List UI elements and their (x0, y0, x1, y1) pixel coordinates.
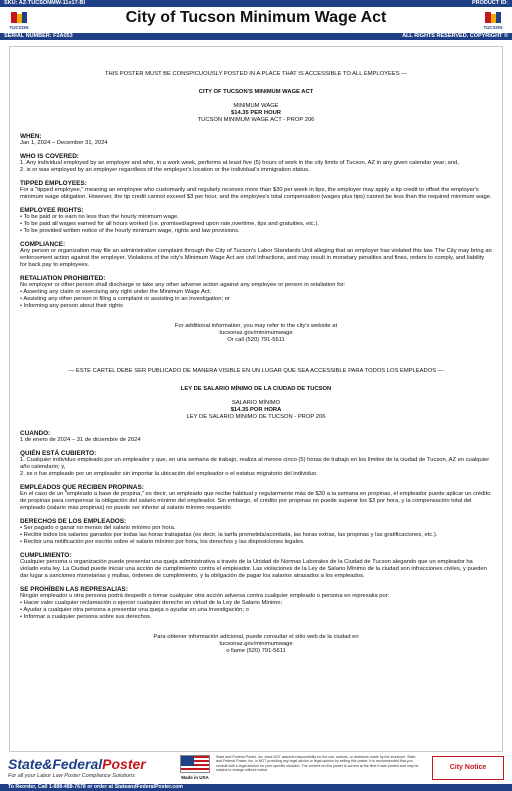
contact-line-es: Para obtener información adicional, puede consultar el sitio web de la ciudad en (153, 634, 359, 640)
compliance-heading-en: COMPLIANCE: (20, 241, 66, 248)
reorder-bar[interactable]: To Reorder, Call 1-888-488-7678 or order at StateandFederalPoster.com (0, 784, 512, 791)
rights-item-es: • Ser pagado o ganar no menos del salario mínimo por hora. (20, 525, 176, 531)
retaliation-heading-en: RETALIATION PROHIBITED: (20, 275, 106, 282)
wage-amount-en: $14.35 PER HOUR (231, 110, 281, 116)
rights-item-en: • To be provided written notice of the hourly minimum wage, rights and law provisions. (20, 228, 240, 234)
tucson-logo-right (482, 9, 504, 31)
covered-item-en: 2. is or was employed by an employer regardless of the employer's location or the individual's immigration status. (20, 167, 310, 173)
logo-text: TUCSON (483, 25, 503, 30)
rights-item-en: • To be paid or to earn no less than the hourly minimum wage. (20, 214, 179, 220)
retaliation-item-es: • Ayudar a cualquier otra persona a presentar una queja o ayudar en una investigación; o (20, 607, 249, 613)
covered-item-en: 1. Any individual employed by an employer and who, in a work week, performs at least five (5) hours of work in the city limits of Tucson, AZ in any given calendar year; and, (20, 160, 459, 166)
compliance-text-es: Cualquier persona u organización puede presentar una queja administrativa a través de la Unidad de Normas Laborales de la Ciudad de Tucson alegando que un empleador ha violado esta ley. La Ciudad puede iniciar una acción de cumplimiento contra el empleador. Las violaciones de la Ley de Salario Mínimo de la ciudad son infracciones civiles, y pueden dar lugar a sanciones monetarias y multas, órdenes de cumplimiento, y la obligación de pagar los salarios atrasados a los empleados. (20, 559, 487, 579)
poster-title: City of Tucson Minimum Wage Act (125, 9, 387, 26)
retaliation-item-en: • Asserting any claim or exercising any right under the Minimum Wage Act; (20, 289, 211, 295)
logo-text: TUCSON (9, 25, 29, 30)
us-flag-icon (180, 755, 210, 773)
phone-line-en: Or call (520) 791-5611 (227, 337, 285, 343)
tipped-heading-es: EMPLEADOS QUE RECIBEN PROPINAS: (20, 484, 144, 491)
wage-amount-es: $14.35 POR HORA (230, 407, 282, 413)
covered-item-es: 1. Cualquier individuo empleado por un empleador y que, en una semana de trabajo, realiza al menos cinco (5) horas de trabajo en los límites de la ciudad de Tucson, AZ en cualquier año calendario; y, (20, 457, 490, 470)
rights-heading-en: EMPLOYEE RIGHTS: (20, 207, 84, 214)
retaliation-item-es: • Hacer valer cualquier reclamación o ejercer cualquier derecho en virtud de la Ley de Salario Mínimo; (20, 600, 283, 606)
when-text-es: 1 de enero de 2024 – 31 de diciembre de 2024 (20, 437, 141, 443)
when-heading-en: WHEN: (20, 133, 42, 140)
disclaimer-text: State and Federal Poster, Inc. does NOT assume responsibility for the use, actions, or decisions made by the employer. State and Federal Poster, Inc. is NOT providing any legal advice or legal opinion by selling this poster. It is recommended that you consult with a legal advisor for your specific situation. The content on this poster is current at the time it was printed and may be subject to change without notice. (216, 755, 419, 773)
rights-item-es: • Recibir todos los salarios ganados por todas las horas trabajadas (es decir, la tarifa prometida/acordada, las horas extras, las propinas y las gratificaciones, etc.). (20, 532, 438, 538)
serial-number: SERIAL NUMBER: F2A053 (4, 33, 73, 39)
act-title-en: CITY OF TUCSON'S MINIMUM WAGE ACT (198, 89, 314, 95)
wage-block-es (20, 400, 492, 421)
retaliation-text-es: Ningún empleador u otra persona podrá despedir o tomar cualquier otra acción adversa contra cualquier empleado o persona en represalia por: (20, 593, 390, 599)
wage-label-en: MINIMUM WAGE (233, 103, 279, 109)
posting-notice-en: THIS POSTER MUST BE CONSPICUOUSLY POSTED IN A PLACE THAT IS ACCESSIBLE TO ALL EMPLOYEES — (104, 71, 408, 77)
brand-logo[interactable] (8, 756, 174, 779)
rights-item-en: • To be paid all wages earned for all hours worked (i.e. promised/agreed upon rate,overtime, tips and gratuities, etc.). (20, 221, 320, 227)
contact-line-en: For additional information, you may refer to the city's website at (174, 323, 338, 329)
retaliation-text-en: No employer or other person shall discharge or take any other adverse action against any employee or person in retaliation for: (20, 282, 346, 288)
covered-heading-es: QUIÉN ESTÁ CUBIERTO: (20, 450, 97, 457)
wage-prop-es: LEY DE SALARIO MÍNIMO DE TUCSON - PROP 206 (186, 414, 326, 420)
product-id-label: PRODUCT ID: (471, 0, 508, 6)
act-title-es: LEY DE SALARIO MÍNIMO DE LA CIUDAD DE TUCSON (180, 386, 332, 392)
wage-prop-en: TUCSON MINIMUM WAGE ACT - PROP 206 (197, 117, 315, 123)
covered-item-es: 2. es o fue empleado por un empleador sin importar la ubicación del empleador o el estatus migratorio del individuo. (20, 471, 318, 477)
tipped-heading-en: TIPPED EMPLOYEES: (20, 180, 87, 187)
when-text-en: Jan 1, 2024 – December 31, 2024 (20, 140, 108, 146)
retaliation-item-en: • Informing any person about their rights (20, 303, 123, 309)
brand-name-poster: Poster (102, 756, 146, 772)
brand-tagline: For all your Labor Law Poster Compliance Solutions (8, 773, 135, 779)
website-link-en[interactable]: tucsonaz.gov/minimumwage (219, 330, 293, 336)
covered-heading-en: WHO IS COVERED: (20, 153, 79, 160)
contact-block-es (20, 634, 492, 655)
compliance-text-en: Any person or organization may file an administrative complaint through the City of Tucson's Labor Standards Unit alleging that an employer has violated this law. The City may bring an enforcement action against the employer. Violations of the city's Minimum Wage Act are civil infractions, and may result in monetary penalties and fines, orders to comply, and liability for back pay to employees. (20, 248, 492, 268)
footer (0, 752, 512, 791)
website-link-es[interactable]: tucsonaz.gov/minimumwage (219, 641, 293, 647)
retaliation-heading-es: SE PROHÍBEN LAS REPRESALIAS: (20, 586, 128, 593)
rights-heading-es: DERECHOS DE LOS EMPLEADOS: (20, 518, 127, 525)
posting-notice-es: — ESTE CARTEL DEBE SER PUBLICADO DE MANERA VISIBLE EN UN LUGAR QUE SEA ACCESSIBLE PARA TODOS LOS EMPLEADOS — (68, 368, 444, 374)
brand-name: State&Federal (8, 756, 103, 772)
tipped-text-en: For a "tipped employee," meaning an employee who customarily and regularly receives more than $30 per week in tips, the employer may apply a tip credit to offset the employer's minimum wage obligation. However, the tip credit cannot exceed $3 per hour, and the employee's total compensation (wages plus tips) cannot be less than the required minimum wage. (20, 187, 492, 200)
made-in-usa-label: Made in USA (181, 775, 209, 780)
sku-label: SKU: AZ-TUCSONMW-11x17-BI (4, 0, 85, 6)
phone-line-es: o llame (520) 791-5611 (226, 648, 286, 654)
retaliation-item-es: • Informar a cualquier persona sobre sus derechos. (20, 614, 152, 620)
tipped-text-es: En el caso de un "empleado a base de propina," es decir, un empleado que recibe habitual y regularmente más de $30 a la semana en propinas, el empleador puede aplicar un crédito de propinas para compensar la obligación del salario mínimo del empleador. Sin embargo, el crédito por propinas no puede superar los $3 por hora, y la compensación total del empleado (salario más propinas) no puede ser inferior al salario mínimo requerido (20, 491, 491, 511)
top-bar (0, 0, 512, 7)
city-notice-badge: City Notice (432, 756, 504, 780)
retaliation-item-en: • Assisting any other person in filing a complaint or assisting in an investigation; or (20, 296, 230, 302)
contact-block-en (20, 323, 492, 344)
rights-item-es: • Recibir una notificación por escrito sobre el salario mínimo por hora, los derechos y las disposiciones legales. (20, 539, 305, 545)
copyright-label: ALL RIGHTS RESERVED. COPYRIGHT © (402, 33, 508, 39)
serial-bar (0, 33, 512, 40)
compliance-heading-es: CUMPLIMIENTO: (20, 552, 72, 559)
when-heading-es: CUANDO: (20, 430, 51, 437)
wage-label-es: SALARIO MÍNIMO (231, 400, 281, 406)
wage-block-en (20, 103, 492, 124)
poster-content (9, 46, 503, 752)
